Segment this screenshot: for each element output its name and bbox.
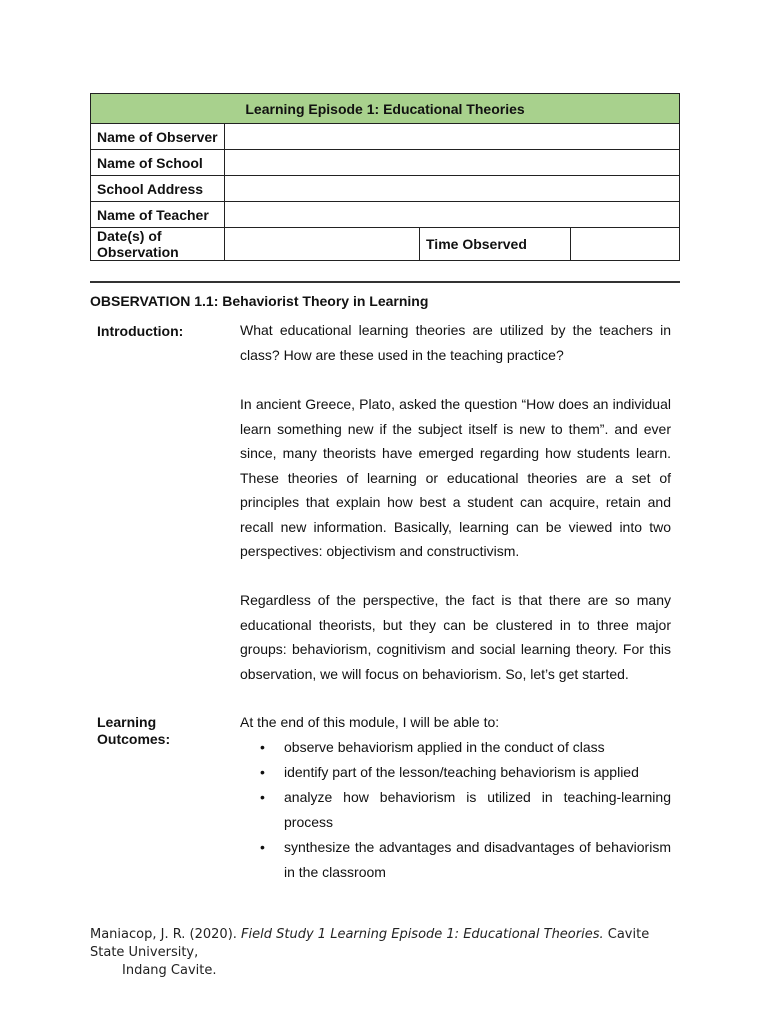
outcomes-list	[240, 735, 671, 885]
teacher-name-field[interactable]	[225, 202, 680, 228]
citation-footer	[90, 926, 680, 980]
observation-dates-field[interactable]	[225, 228, 420, 261]
citation-location: Indang Cavite.	[122, 963, 217, 978]
citation-title: Field Study 1 Learning Episode 1: Educational Theories.	[241, 927, 604, 942]
introduction-paragraph-3: Regardless of the perspective, the fact is that there are so many educational theorists, but they can be clustered in to three major groups: behaviorism, cognitivism and social learning theory. For this observation, we will focus on behaviorism. So, let’s get started.	[240, 592, 671, 682]
outcomes-intro: At the end of this module, I will be able to:	[240, 714, 500, 730]
observation-dates-label-line2: Observation	[97, 244, 179, 260]
citation-author: Maniacop, J. R. (2020).	[90, 927, 242, 942]
time-observed-label: Time Observed	[420, 228, 571, 261]
observation-dates-label-line1: Date(s) of	[97, 228, 162, 244]
observation-dates-label	[91, 228, 225, 261]
table-header: Learning Episode 1: Educational Theories	[91, 94, 680, 124]
learning-outcomes	[240, 710, 671, 885]
section-divider	[90, 281, 680, 283]
citation-publisher: Cavite State University,	[90, 927, 650, 960]
introduction-paragraph-2: In ancient Greece, Plato, asked the question “How does an individual learn something new if the subject itself is new to them”. and ever since, many theorists have emerged regarding how students learn. These theories of learning or educational theories are a set of principles that explain how best a student can acquire, retain and recall new information. Basically, learning can be viewed into two perspectives: objectivism and constructivism.	[240, 396, 671, 559]
learning-outcomes-label-line2: Outcomes:	[97, 731, 171, 747]
bullet-icon: •	[260, 838, 265, 855]
introduction-label: Introduction:	[97, 323, 184, 339]
school-name-label: Name of School	[91, 150, 225, 176]
table-row	[91, 202, 680, 228]
list-item: • observe behaviorism applied in the conduct of class	[240, 735, 671, 760]
observer-name-field[interactable]	[225, 124, 680, 150]
table-row	[91, 176, 680, 202]
learning-outcomes-label	[97, 714, 170, 748]
list-item: • analyze how behaviorism is utilized in teaching-learning process	[240, 785, 671, 835]
time-observed-field[interactable]	[571, 228, 680, 261]
list-item: • synthesize the advantages and disadvantages of behaviorism in the classroom	[240, 835, 671, 885]
learning-outcomes-label-line1: Learning	[97, 714, 157, 730]
table-row	[91, 150, 680, 176]
school-address-field[interactable]	[225, 176, 680, 202]
table-row	[91, 228, 680, 261]
observer-name-label: Name of Observer	[91, 124, 225, 150]
observation-title: OBSERVATION 1.1: Behaviorist Theory in Learning	[90, 293, 429, 309]
bullet-icon: •	[260, 788, 265, 805]
observation-info-table	[90, 93, 680, 261]
list-item: • identify part of the lesson/teaching behaviorism is applied	[240, 760, 671, 785]
bullet-icon: •	[260, 763, 265, 780]
teacher-name-label: Name of Teacher	[91, 202, 225, 228]
table-row	[91, 124, 680, 150]
school-name-field[interactable]	[225, 150, 680, 176]
bullet-icon: •	[260, 738, 265, 755]
introduction-paragraph-1: What educational learning theories are utilized by the teachers in class? How are these used in the teaching practice?	[240, 322, 671, 363]
school-address-label: School Address	[91, 176, 225, 202]
